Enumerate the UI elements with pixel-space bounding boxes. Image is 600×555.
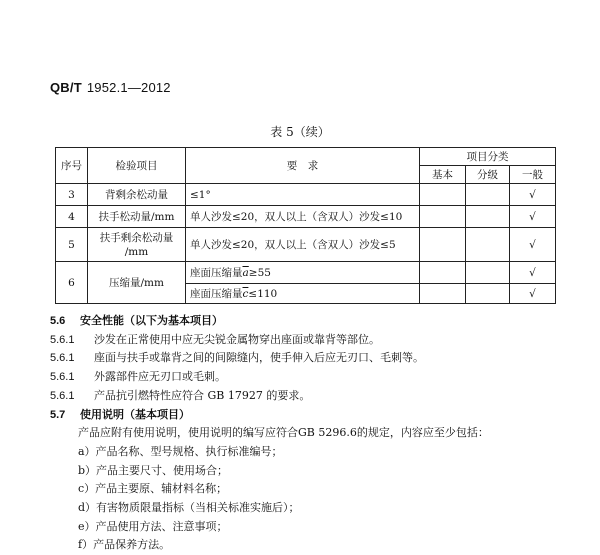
header-category: 项目分类	[420, 148, 556, 166]
body-text	[50, 312, 570, 555]
req-c-prefix: 座面压缩量	[190, 288, 243, 300]
header-requirement: 要 求	[186, 148, 420, 184]
cell-general: √	[510, 228, 556, 262]
list-item: a）产品名称、型号规格、执行标准编号；	[78, 444, 283, 458]
clause-number: 5.6.1	[50, 352, 75, 365]
header-basic: 基本	[420, 166, 466, 184]
section-number: 5.6	[50, 315, 66, 327]
cell-basic	[420, 262, 466, 284]
section-title: 安全性能（以下为基本项目）	[80, 314, 223, 327]
table-header-row	[56, 148, 556, 166]
cell-grade	[466, 228, 510, 262]
list-item: c）产品主要原、辅材料名称；	[78, 482, 228, 496]
header-general: 一般	[510, 166, 556, 184]
cell-basic	[420, 284, 466, 304]
standard-number: 1952.1—2012	[86, 80, 171, 95]
standard-prefix: QB/T	[50, 80, 82, 95]
cell-basic	[420, 228, 466, 262]
cell-item: 背剩余松动量	[88, 184, 186, 206]
intro-paragraph: 产品应附有使用说明，使用说明的编写应符合GB 5296.6的规定，内容应至少包括：	[78, 426, 489, 440]
clause-5-6-1-b	[50, 349, 570, 368]
header-grade: 分级	[466, 166, 510, 184]
clause-number: 5.6.1	[50, 389, 75, 402]
clause-text: 外露部件应无刃口或毛刺。	[94, 370, 226, 384]
section-5-7	[50, 406, 570, 425]
clause-number: 5.6.1	[50, 371, 75, 384]
clause-text: 产品抗引燃特性应符合 GB 17927 的要求。	[94, 388, 311, 402]
cell-requirement: 单人沙发≤20，双人以上（含双人）沙发≤5	[186, 228, 420, 262]
clause-text: 沙发在正常使用中应无尖锐金属物穿出座面或靠背等部位。	[94, 332, 380, 346]
clause-number: 5.6.1	[50, 333, 75, 346]
clause-text: 座面与扶手或靠背之间的间隙缝内，使手伸入后应无刃口、毛刺等。	[94, 351, 424, 365]
table-row	[56, 228, 556, 262]
standard-code	[50, 80, 171, 95]
list-item: f）产品保养方法。	[78, 538, 171, 552]
cell-item: 扶手松动量/mm	[88, 206, 186, 228]
cell-general: √	[510, 284, 556, 304]
cell-seq: 4	[56, 206, 88, 228]
cell-grade	[466, 184, 510, 206]
table-row	[56, 262, 556, 284]
cell-item: 扶手剩余松动量 /mm	[88, 228, 186, 262]
inspection-table	[55, 147, 556, 304]
list-item: e）产品使用方法、注意事项；	[78, 519, 228, 533]
symbol-c: $\overline{c}$	[242, 288, 249, 300]
cell-seq: 5	[56, 228, 88, 262]
cell-seq: 3	[56, 184, 88, 206]
cell-basic	[420, 206, 466, 228]
cell-general: √	[510, 206, 556, 228]
req-a-prefix: 座面压缩量	[190, 267, 243, 279]
header-seq: 序号	[56, 148, 88, 184]
symbol-a: $\overline{a}$	[242, 267, 249, 279]
table-caption: 表 5（续）	[270, 125, 330, 139]
section-title: 使用说明（基本项目）	[80, 407, 190, 421]
clause-5-6-1-c	[50, 368, 570, 387]
cell-requirement-c	[186, 284, 420, 304]
cell-requirement: 单人沙发≤20，双人以上（含双人）沙发≤10	[186, 206, 420, 228]
req-a-suffix: ≥55	[248, 267, 271, 279]
cell-requirement: ≤1°	[186, 184, 420, 206]
table-row	[56, 184, 556, 206]
cell-general: √	[510, 262, 556, 284]
section-5-6	[50, 312, 570, 331]
cell-grade	[466, 284, 510, 304]
cell-requirement-a	[186, 262, 420, 284]
cell-item: 压缩量/mm	[88, 262, 186, 304]
clause-5-6-1-a	[50, 331, 570, 350]
cell-grade	[466, 262, 510, 284]
cell-seq: 6	[56, 262, 88, 304]
cell-basic	[420, 184, 466, 206]
cell-general: √	[510, 184, 556, 206]
req-c-suffix: ≤110	[248, 288, 278, 300]
list-item: d）有害物质限量指标（当相关标准实施后）；	[78, 501, 300, 515]
list-item: b）产品主要尺寸、使用场合；	[78, 463, 229, 477]
section-number: 5.7	[50, 408, 66, 421]
header-item: 检验项目	[88, 148, 186, 184]
table-row	[56, 206, 556, 228]
clause-5-6-1-d	[50, 387, 570, 406]
cell-grade	[466, 206, 510, 228]
